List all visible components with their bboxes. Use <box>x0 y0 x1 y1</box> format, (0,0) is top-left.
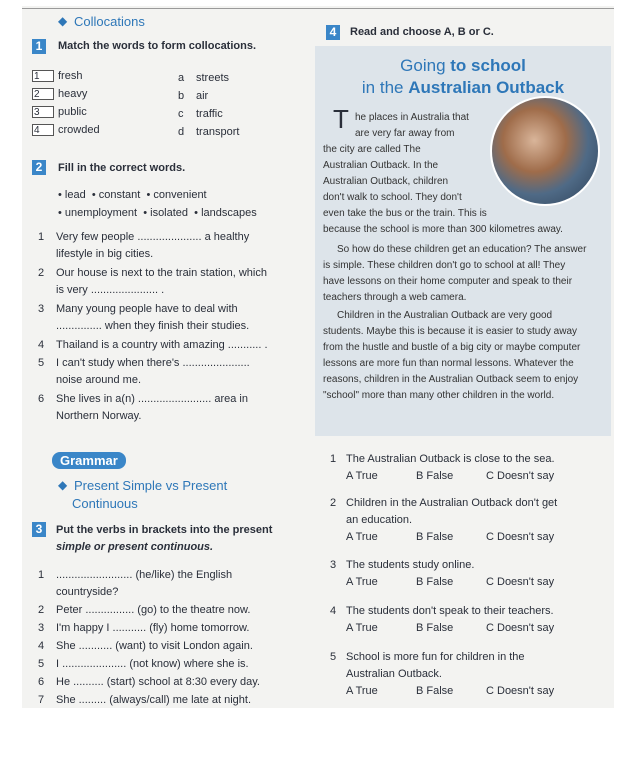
exercise-number: 2 <box>32 160 46 175</box>
sentence-line-2: countryside? <box>56 586 119 598</box>
sentence-number: 3 <box>38 303 45 315</box>
sentence-line-2: is very ...................... . <box>56 284 165 296</box>
item-number-box: 3 <box>32 106 54 118</box>
sentence-number: 6 <box>38 393 45 405</box>
question-text: The students study online. <box>346 559 475 571</box>
article-line: the city are called The <box>323 144 421 155</box>
match-word: transport <box>196 126 240 138</box>
sentence-line: Very few people ..................... a healthy <box>56 231 250 243</box>
article-line: Australian Outback. In the <box>323 160 439 171</box>
question-number: 5 <box>330 651 337 663</box>
sentence-line: Our house is next to the train station, which <box>56 267 267 279</box>
article-line: teachers through a web camera. <box>323 292 467 303</box>
collocation-word: crowded <box>58 124 100 136</box>
article-line: from the hustle and bustle of a big city or maybe computer <box>323 342 581 353</box>
word-bullet-icon: • <box>58 207 62 219</box>
word-bullet-icon: • <box>146 189 151 201</box>
article-line: he places in Australia that <box>355 112 469 123</box>
sentence-line: Thailand is a country with amazing ........... . <box>56 339 268 351</box>
boy-at-computer-photo <box>490 96 600 206</box>
article-line: Australian Outback, children <box>323 176 449 187</box>
title-part-bold: to school <box>450 56 526 75</box>
option-b[interactable]: B False <box>416 531 454 543</box>
word-bullet-icon: • <box>194 207 199 219</box>
sentence-number: 1 <box>38 569 45 581</box>
grammar-badge: Grammar <box>52 452 126 469</box>
sentence-number: 4 <box>38 640 45 652</box>
article-title-line1 <box>315 56 611 76</box>
word-bank-item: lead <box>64 189 86 201</box>
match-letter: c <box>178 108 184 120</box>
article-line: students. Maybe this is because it is easier to study away <box>323 326 578 337</box>
article-line: because the school is more than 300 kilometres away. <box>323 224 563 235</box>
word-bank-line <box>58 206 257 220</box>
option-c[interactable]: C Doesn't say <box>486 576 555 588</box>
option-a[interactable]: A True <box>346 531 378 543</box>
option-b[interactable]: B False <box>416 622 454 634</box>
drop-cap: T <box>333 104 349 134</box>
question-text: The students don't speak to their teachers. <box>346 605 554 617</box>
exercise-number: 3 <box>32 522 46 537</box>
collocation-word: fresh <box>58 70 83 82</box>
question-text: School is more fun for children in the <box>346 651 525 663</box>
word-bullet-icon: • <box>58 189 62 201</box>
exercise-instruction: Put the verbs in brackets into the present <box>56 524 273 536</box>
option-c[interactable]: C Doesn't say <box>486 622 555 634</box>
collocation-word: heavy <box>58 88 88 100</box>
sentence-line-2: lifestyle in big cities. <box>56 248 154 260</box>
exercise-instruction: Fill in the correct words. <box>58 162 186 174</box>
article-line: Children in the Australian Outback are very good <box>337 310 553 321</box>
question-number: 1 <box>330 453 337 465</box>
question-number: 2 <box>330 497 337 509</box>
option-a[interactable]: A True <box>346 685 378 697</box>
match-letter: a <box>178 72 185 84</box>
word-bank-item: isolated <box>150 207 189 219</box>
sentence-line: She ........... (want) to visit London again. <box>56 640 253 652</box>
title-part: in the <box>361 78 409 97</box>
exercise-instruction: Match the words to form collocations. <box>58 40 257 52</box>
match-letter: d <box>178 126 185 138</box>
option-c[interactable]: C Doesn't say <box>486 531 555 543</box>
sentence-line-2: ............... when they finish their studies. <box>56 320 250 332</box>
question-number: 3 <box>330 559 337 571</box>
option-b[interactable]: B False <box>416 576 454 588</box>
sentence-number: 5 <box>38 658 45 670</box>
sentence-number: 2 <box>38 267 45 279</box>
title-part: Going <box>400 56 451 75</box>
question-text: The Australian Outback is close to the sea. <box>346 453 555 465</box>
sentence-number: 6 <box>38 676 45 688</box>
article-line: "school" more than many other children in the world. <box>323 390 555 401</box>
sentence-line: ......................... (he/like) the English <box>56 569 233 581</box>
sentence-line: She ......... (always/call) me late at night. <box>56 694 252 706</box>
sentence-line: She lives in a(n) ........................ area in <box>56 393 248 405</box>
exercise-instruction-line2: simple or present continuous. <box>56 541 214 553</box>
word-bullet-icon: • <box>91 189 96 201</box>
sentence-line: I'm happy I ........... (fly) home tomorrow. <box>56 622 250 634</box>
exercise-instruction: Read and choose A, B or C. <box>350 26 494 38</box>
option-c[interactable]: C Doesn't say <box>486 685 555 697</box>
collocation-word: public <box>58 106 87 118</box>
sentence-number: 7 <box>38 694 45 706</box>
sentence-line: He .......... (start) school at 8:30 every day. <box>56 676 260 688</box>
grammar-topic-line2: Continuous <box>72 496 138 511</box>
title-part-bold: Australian Outback <box>408 78 565 97</box>
word-bank-item: landscapes <box>201 207 257 219</box>
match-word: traffic <box>196 108 223 120</box>
sentence-line-2: noise around me. <box>56 374 141 386</box>
article-line: So how do these children get an education? The answer <box>337 244 587 255</box>
item-number-box: 1 <box>32 70 54 82</box>
option-a[interactable]: A True <box>346 470 378 482</box>
exercise-number: 4 <box>326 25 340 40</box>
diamond-bullet-icon: ◆ <box>58 14 68 28</box>
article-line: even take the bus or the train. This is <box>323 208 487 219</box>
section-title: Collocations <box>74 14 145 29</box>
grammar-topic: Present Simple vs Present <box>74 478 228 493</box>
sentence-number: 5 <box>38 357 45 369</box>
sentence-line: Many young people have to deal with <box>56 303 238 315</box>
option-a[interactable]: A True <box>346 622 378 634</box>
option-b[interactable]: B False <box>416 470 454 482</box>
article-line: lessons are more fun than normal lessons. Whatever the <box>323 358 574 369</box>
word-bank-line <box>58 188 207 202</box>
word-bank-item: unemployment <box>64 207 138 219</box>
word-bullet-icon: • <box>143 207 148 219</box>
match-word: streets <box>196 72 230 84</box>
match-letter: b <box>178 90 185 102</box>
sentence-line-2: Northern Norway. <box>56 410 142 422</box>
article-line: are very far away from <box>355 128 455 139</box>
article-line: is simple. These children don't go to school at all! They <box>323 260 566 271</box>
sentence-line: I can't study when there's ...................... <box>56 357 250 369</box>
article-line: reasons, children in the Australian Outback seem to enjoy <box>323 374 579 385</box>
exercise-number: 1 <box>32 39 46 54</box>
option-c[interactable]: C Doesn't say <box>486 470 555 482</box>
match-word: air <box>196 90 209 102</box>
diamond-bullet-icon: ◆ <box>58 478 68 492</box>
question-text-line2: an education. <box>346 514 413 526</box>
question-text-line2: Australian Outback. <box>346 668 442 680</box>
sentence-number: 4 <box>38 339 45 351</box>
article-line: don't walk to school. They don't <box>323 192 462 203</box>
option-b[interactable]: B False <box>416 685 454 697</box>
option-a[interactable]: A True <box>346 576 378 588</box>
sentence-number: 3 <box>38 622 45 634</box>
item-number-box: 2 <box>32 88 54 100</box>
sentence-line: I ..................... (not know) where she is. <box>56 658 249 670</box>
article-title-line2 <box>315 78 611 98</box>
sentence-line: Peter ................ (go) to the theatre now. <box>56 604 251 616</box>
sentence-number: 2 <box>38 604 45 616</box>
sentence-number: 1 <box>38 231 45 243</box>
question-number: 4 <box>330 605 337 617</box>
article-line: have lessons on their home computer and speak to their <box>323 276 573 287</box>
top-rule <box>22 8 614 9</box>
item-number-box: 4 <box>32 124 54 136</box>
question-text: Children in the Australian Outback don't get <box>346 497 558 509</box>
word-bank-item: convenient <box>153 189 207 201</box>
word-bank-item: constant <box>98 189 141 201</box>
